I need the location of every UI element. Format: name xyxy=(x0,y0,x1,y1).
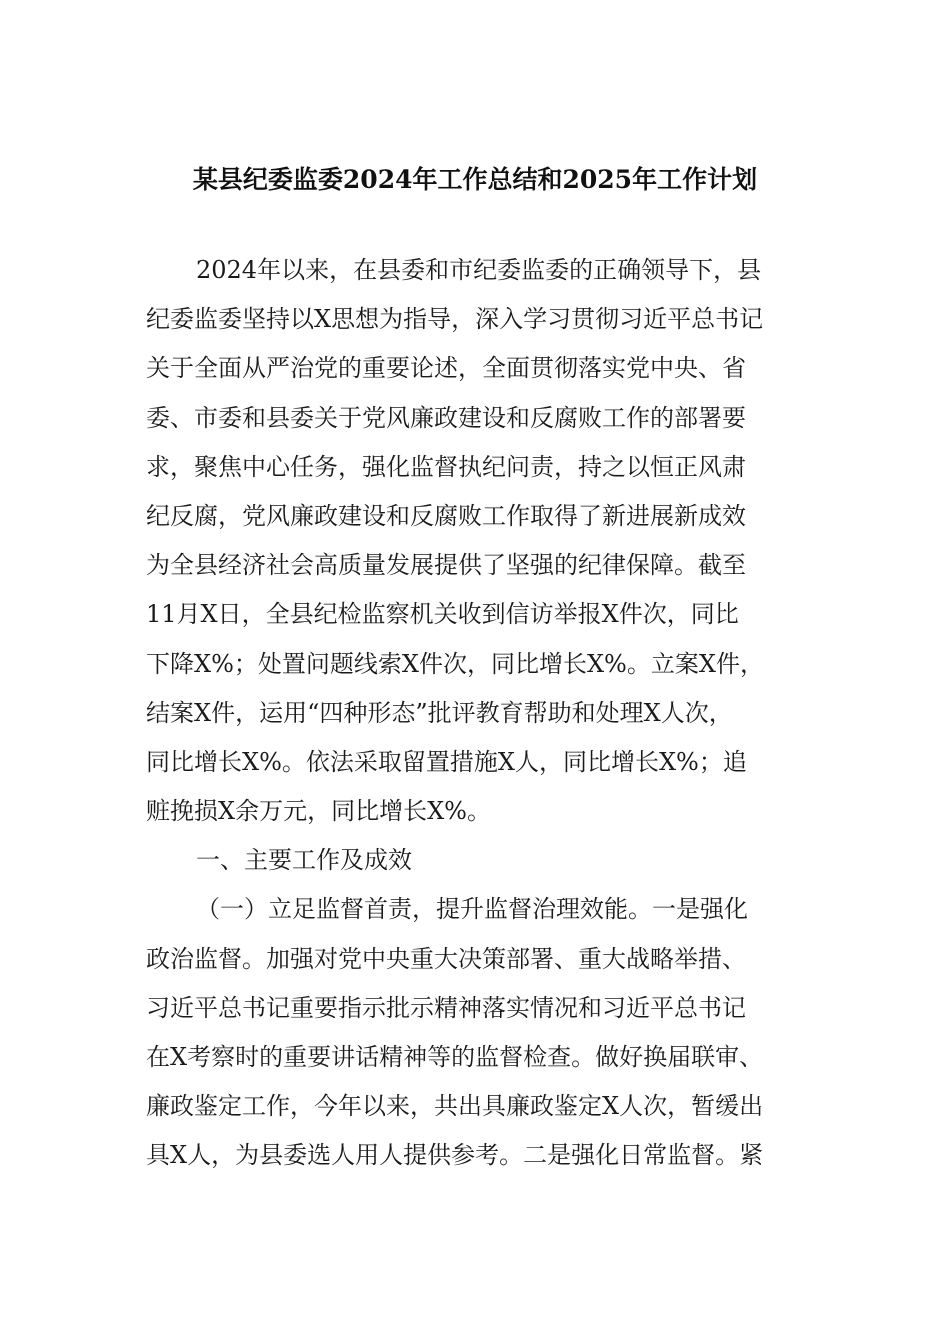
paragraph-line: 为全县经济社会高质量发展提供了坚强的纪律保障。截至 xyxy=(146,551,746,580)
document-title: 某县纪委监委2024年工作总结和2025年工作计划 xyxy=(192,165,758,194)
paragraph-line: 2024年以来，在县委和市纪委监委的正确领导下，县 xyxy=(196,256,762,284)
paragraph-line: 纪反腐，党风廉政建设和反腐败工作取得了新进展新成效 xyxy=(146,501,746,530)
paragraph-line: 下降X%；处置问题线索X件次，同比增长X%。立案X件， xyxy=(146,649,764,678)
paragraph-line: 具X人，为县委选人用人提供参考。二是强化日常监督。紧 xyxy=(146,1141,764,1170)
paragraph-line: 同比增长X%。依法采取留置措施X人，同比增长X%；追 xyxy=(146,747,747,776)
paragraph-line: 委、市委和县委关于党风廉政建设和反腐败工作的部署要 xyxy=(146,403,746,432)
paragraph-line: 关于全面从严治党的重要论述，全面贯彻落实党中央、省 xyxy=(146,354,746,383)
paragraph-line: （一）立足监督首责，提升监督治理效能。一是强化 xyxy=(196,895,748,924)
paragraph-line: 纪委监委坚持以X思想为指导，深入学习贯彻习近平总书记 xyxy=(146,305,764,334)
paragraph-line: 结案X件，运用“四种形态”批评教育帮助和处理X人次， xyxy=(146,698,733,727)
paragraph-line: 习近平总书记重要指示批示精神落实情况和习近平总书记 xyxy=(146,993,746,1022)
paragraph-line: 政治监督。加强对党中央重大决策部署、重大战略举措、 xyxy=(146,944,746,973)
section-heading: 一、主要工作及成效 xyxy=(196,846,412,875)
paragraph-line: 11月X日，全县纪检监察机关收到信访举报X件次，同比 xyxy=(146,600,739,629)
paragraph-line: 赃挽损X余万元，同比增长X%。 xyxy=(146,797,491,826)
paragraph-line: 求，聚焦中心任务，强化监督执纪问责，持之以恒正风肃 xyxy=(146,452,746,481)
paragraph-line: 廉政鉴定工作，今年以来，共出具廉政鉴定X人次，暂缓出 xyxy=(146,1092,764,1121)
document-body xyxy=(146,246,806,1181)
paragraph-line: 在X考察时的重要讲话精神等的监督检查。做好换届联审、 xyxy=(146,1043,764,1071)
